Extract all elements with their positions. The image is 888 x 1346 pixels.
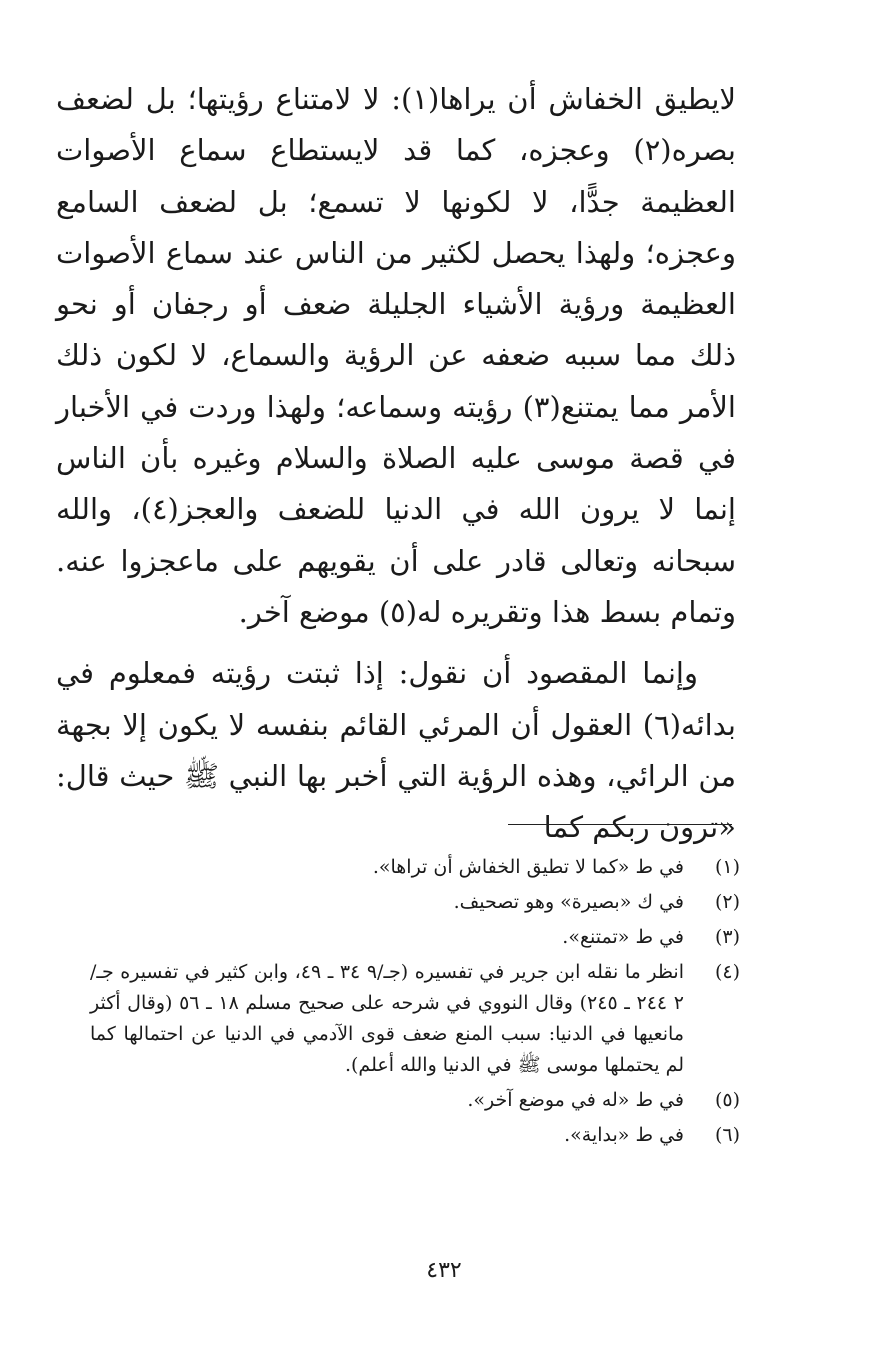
footnote-item bbox=[90, 852, 740, 883]
paragraph-2: وإنما المقصود أن نقول: إذا ثبتت رؤيته فمعلوم في بدائه(٦) العقول أن المرئي القائم بنفسه لا يكون إلا بجهة من الرائي، وهذه الرؤية التي أخبر بها النبي ﷺ حيث قال: «ترون ربكم كما bbox=[56, 656, 736, 845]
footnote-number: (٢) bbox=[714, 891, 740, 913]
footnote-text: انظر ما نقله ابن جرير في تفسيره (جـ/٩ ٣٤ ـ ٤٩، وابن كثير في تفسيره جـ/٢ ٢٤٤ ـ ٢٤٥) وقال النووي في شرحه على صحيح مسلم ١٨ ـ ٥٦ (وقال أكثر مانعيها في الدنيا: سبب المنع ضعف قوى الآدمي في الدنيا عن احتمالها كما لم يحتملها موسى ﷺ في الدنيا والله أعلم). bbox=[90, 961, 684, 1076]
footnote-number: (٦) bbox=[714, 1124, 740, 1146]
footnote-item bbox=[90, 1120, 740, 1151]
footnote-text: في ط «له في موضع آخر». bbox=[467, 1089, 684, 1111]
footnote-number: (٣) bbox=[714, 926, 740, 948]
footnote-text: في ط «بداية». bbox=[564, 1124, 684, 1146]
footnote-text: في ط «كما لا تطيق الخفاش أن تراها». bbox=[372, 856, 684, 878]
footnote-text: في ك «بصيرة» وهو تصحيف. bbox=[453, 891, 684, 913]
footnote-item bbox=[90, 887, 740, 918]
footnote-item bbox=[90, 1085, 740, 1116]
footnote-item bbox=[90, 957, 740, 1081]
footnote-number: (١) bbox=[714, 856, 740, 878]
page-number: ٤٣٢ bbox=[426, 1258, 462, 1283]
footnote-number: (٥) bbox=[714, 1089, 740, 1111]
footnote-text: في ط «تمتنع». bbox=[562, 926, 684, 948]
footnote-number: (٤) bbox=[714, 961, 740, 983]
footnote-separator-rule bbox=[508, 824, 732, 825]
footnotes-list bbox=[90, 852, 740, 1155]
paragraph-1: لايطيق الخفاش أن يراها(١): لا لامتناع رؤيتها؛ بل لضعف بصره(٢) وعجزه، كما قد لايستطاع سماع الأصوات العظيمة جدًّا، لا لكونها لا تسمع؛ بل لضعف السامع وعجزه؛ ولهذا يحصل لكثير من الناس عند سماع الأصوات العظيمة ورؤية الأشياء الجليلة ضعف أو رجفان أو نحو ذلك مما سببه ضعفه عن الرؤية والسماع، لا لكون ذلك الأمر مما يمتنع(٣) رؤيته وسماعه؛ ولهذا وردت في الأخبار في قصة موسى عليه الصلاة والسلام وغيره بأن الناس إنما لا يرون الله في الدنيا للضعف والعجز(٤)، والله سبحانه وتعالى قادر على أن يقويهم على ماعجزوا عنه. وتمام بسط هذا وتقريره له(٥) موضع آخر. bbox=[56, 82, 737, 629]
main-text-block bbox=[56, 74, 736, 853]
footnote-item bbox=[90, 922, 740, 953]
